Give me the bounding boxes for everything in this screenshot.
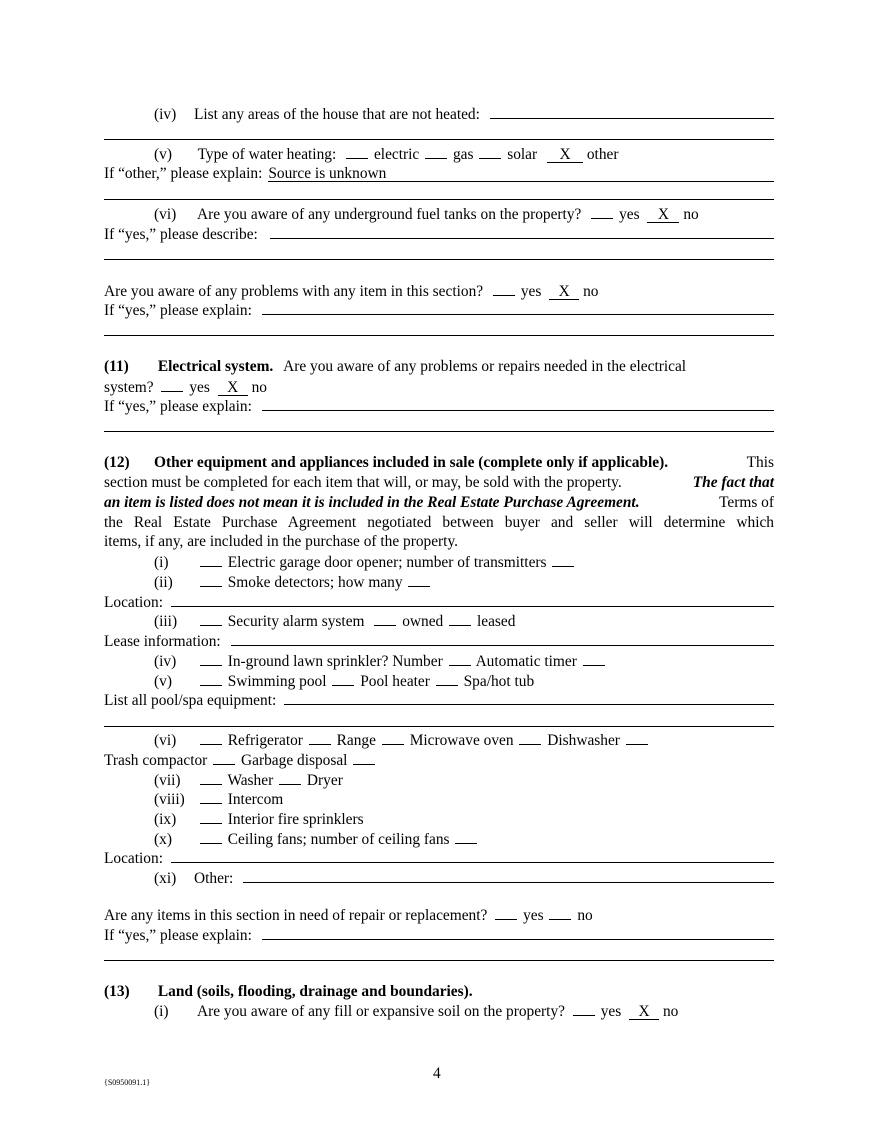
option-label: gas — [452, 146, 474, 163]
other-explain-field[interactable] — [268, 166, 774, 182]
land-heading-line — [104, 982, 774, 1002]
paragraph-line — [104, 513, 774, 533]
item-number: (vi) — [154, 206, 177, 223]
yes-label: yes — [600, 1003, 622, 1020]
leased-label: leased — [476, 613, 516, 630]
explain-label: If “yes,” please explain: — [104, 398, 252, 415]
range-checkbox[interactable] — [309, 730, 331, 745]
no-label: no — [662, 1003, 679, 1020]
explain-field[interactable] — [262, 396, 774, 411]
location-line — [104, 592, 774, 613]
paragraph-line — [104, 473, 774, 493]
security-alarm-checkbox[interactable] — [200, 611, 222, 626]
location-field[interactable] — [171, 592, 774, 607]
electric-checkbox[interactable] — [346, 144, 368, 159]
answer-line[interactable] — [104, 726, 774, 727]
paragraph-line — [104, 493, 774, 513]
item-number: (iii) — [154, 613, 178, 630]
fuel-describe-line — [104, 224, 774, 245]
answer-line[interactable] — [104, 199, 774, 200]
repair-question: Are any items in this section in need of repair or replacement? — [104, 907, 488, 924]
item-number: (vii) — [154, 772, 181, 789]
pool-equipment-field[interactable] — [284, 690, 774, 705]
item-number: (viii) — [154, 791, 185, 808]
problems-explain-line — [104, 300, 774, 321]
document-code: {S0950091.1} — [104, 1078, 151, 1087]
appliances-cont-line — [104, 750, 774, 771]
option-label: solar — [507, 146, 538, 163]
security-alarm-line — [154, 611, 824, 632]
pool-equipment-label: List all pool/spa equipment: — [104, 692, 277, 709]
answer-line[interactable] — [104, 259, 774, 260]
item-number: (iv) — [154, 106, 177, 123]
smoke-detectors-checkbox[interactable] — [200, 572, 222, 587]
electrical-explain-line — [104, 396, 774, 417]
answer-line[interactable] — [104, 139, 774, 140]
no-checkbox[interactable] — [549, 905, 571, 920]
solar-checkbox[interactable] — [479, 144, 501, 159]
item-number: (vi) — [154, 732, 177, 749]
paragraph-text: Terms of — [719, 494, 774, 511]
pool-equipment-line — [104, 690, 774, 711]
lawn-sprinkler-checkbox[interactable] — [200, 651, 222, 666]
automatic-timer-label: Automatic timer — [475, 653, 577, 670]
ceiling-fans-line — [154, 829, 824, 850]
section-heading: Electrical system. — [157, 358, 274, 375]
item-number: (x) — [154, 831, 172, 848]
lawn-sprinkler-label: In-ground lawn sprinkler? Number — [227, 653, 443, 670]
location-label: Location: — [104, 594, 163, 611]
section-problems-line — [104, 281, 774, 302]
repair-question-line — [104, 905, 774, 926]
yes-checkbox[interactable] — [495, 905, 517, 920]
item-number: (v) — [154, 673, 172, 690]
yes-checkbox[interactable] — [161, 377, 183, 392]
page-number: 4 — [433, 1065, 441, 1082]
fire-sprinklers-label: Interior fire sprinklers — [227, 811, 364, 828]
paragraph-text: the Real Estate Purchase Agreement negotiated between buyer and seller will determine which — [104, 514, 774, 531]
section-heading: Land (soils, flooding, drainage and boundaries). — [157, 983, 473, 1000]
dryer-label: Dryer — [306, 772, 343, 789]
paragraph-emphasis: an item is listed does not mean it is included in the Real Estate Purchase Agreement. — [104, 494, 640, 511]
spa-label: Spa/hot tub — [463, 673, 535, 690]
gas-checkbox[interactable] — [425, 144, 447, 159]
trash-compactor-checkbox[interactable] — [213, 750, 235, 765]
ceiling-fans-label: Ceiling fans; number of ceiling fans — [227, 831, 450, 848]
no-label: no — [583, 283, 599, 300]
garage-door-checkbox[interactable] — [200, 552, 222, 567]
yes-label: yes — [619, 206, 640, 223]
refrigerator-label: Refrigerator — [227, 732, 303, 749]
electrical-question-cont-text: system? — [104, 379, 154, 396]
describe-label: If “yes,” please describe: — [104, 226, 258, 243]
water-heating-line — [154, 144, 824, 165]
answer-line[interactable] — [104, 431, 774, 432]
fill-soil-question: Are you aware of any fill or expansive soil on the property? — [197, 1003, 565, 1020]
no-checkbox[interactable]: X — [647, 207, 679, 223]
other-items-label: Other: — [194, 870, 234, 887]
repair-explain-line — [104, 925, 774, 946]
intercom-line — [154, 789, 824, 810]
explain-label: If “yes,” please explain: — [104, 302, 252, 319]
lease-info-field[interactable] — [231, 631, 774, 646]
explain-field[interactable] — [262, 300, 774, 315]
pool-heater-label: Pool heater — [360, 673, 430, 690]
other-explain-line — [104, 164, 774, 184]
smoke-detectors-line — [154, 572, 824, 593]
pool-heater-checkbox[interactable] — [332, 671, 354, 686]
owned-label: owned — [402, 613, 444, 630]
item-number: (xi) — [154, 870, 177, 887]
paragraph-emphasis: The fact that — [692, 474, 774, 491]
other-items-field[interactable] — [243, 868, 774, 883]
intercom-checkbox[interactable] — [200, 789, 222, 804]
electrical-heading-line — [104, 357, 774, 377]
garbage-disposal-label: Garbage disposal — [241, 752, 348, 769]
explain-label: If “yes,” please explain: — [104, 927, 252, 944]
smoke-count-field[interactable] — [408, 572, 430, 587]
dishwasher-checkbox-pre[interactable] — [519, 730, 541, 745]
garbage-disposal-checkbox[interactable] — [353, 750, 375, 765]
areas-not-heated-line — [154, 104, 774, 125]
electrical-question: Are you aware of any problems or repairs needed in the electrical — [283, 358, 687, 375]
yes-label: yes — [189, 379, 210, 396]
washer-checkbox[interactable] — [200, 770, 222, 785]
water-heating-label: Type of water heating: — [197, 146, 337, 163]
garage-door-line — [154, 552, 824, 573]
spa-checkbox[interactable] — [436, 671, 458, 686]
owned-checkbox[interactable] — [374, 611, 396, 626]
swimming-pool-checkbox[interactable] — [200, 671, 222, 686]
explain-field[interactable] — [262, 925, 774, 940]
yes-checkbox[interactable] — [573, 1001, 595, 1016]
fire-sprinklers-checkbox[interactable] — [200, 809, 222, 824]
swimming-pool-label: Swimming pool — [227, 673, 327, 690]
ceiling-fans-checkbox[interactable] — [200, 829, 222, 844]
pool-line — [154, 671, 824, 692]
washer-line — [154, 770, 824, 791]
paragraph-text: section must be completed for each item that will, or may, be sold with the property. — [104, 474, 622, 491]
no-label: no — [577, 907, 593, 924]
dishwasher-checkbox[interactable] — [626, 730, 648, 745]
option-label: other — [586, 146, 619, 163]
problems-question: Are you aware of any problems with any item in this section? — [104, 283, 484, 300]
lawn-sprinkler-line — [154, 651, 824, 672]
other-items-line — [154, 868, 774, 889]
lease-info-line — [104, 631, 774, 652]
electrical-question-cont — [104, 377, 774, 398]
smoke-detectors-label: Smoke detectors; how many — [227, 574, 403, 591]
fuel-tanks-question: Are you aware of any underground fuel tanks on the property? — [197, 206, 582, 223]
microwave-label: Microwave oven — [409, 732, 514, 749]
location-label: Location: — [104, 850, 163, 867]
no-checkbox[interactable]: X — [629, 1004, 659, 1020]
trash-compactor-label: Trash compactor — [104, 752, 208, 769]
yes-checkbox[interactable] — [591, 204, 613, 219]
no-label: no — [683, 206, 699, 223]
no-checkbox[interactable]: X — [218, 380, 248, 396]
item-number: (i) — [154, 554, 169, 571]
answer-line[interactable] — [104, 960, 774, 961]
dryer-checkbox[interactable] — [279, 770, 301, 785]
explain-value: Source is unknown — [268, 165, 387, 182]
item-number: (ii) — [154, 574, 173, 591]
item-number: (iv) — [154, 653, 177, 670]
location-field[interactable] — [171, 848, 774, 863]
option-label: electric — [373, 146, 420, 163]
answer-line[interactable] — [104, 335, 774, 336]
fire-sprinklers-line — [154, 809, 824, 830]
item-number: (ix) — [154, 811, 177, 828]
section-number: (13) — [104, 983, 130, 1000]
transmitters-count-field[interactable] — [552, 552, 574, 567]
garage-door-label: Electric garage door opener; number of transmitters — [227, 554, 547, 571]
sprinkler-number-field[interactable] — [449, 651, 471, 666]
no-checkbox[interactable]: X — [549, 284, 579, 300]
appliances-line — [154, 730, 824, 751]
paragraph-text: This — [746, 454, 774, 471]
refrigerator-checkbox[interactable] — [200, 730, 222, 745]
location2-line — [104, 848, 774, 869]
yes-label: yes — [523, 907, 544, 924]
range-label: Range — [336, 732, 376, 749]
microwave-checkbox[interactable] — [382, 730, 404, 745]
yes-checkbox[interactable] — [493, 281, 515, 296]
section-number: (11) — [104, 358, 129, 375]
areas-not-heated-field[interactable] — [490, 104, 774, 119]
ceiling-fans-count-field[interactable] — [455, 829, 477, 844]
equipment-heading-line — [104, 453, 774, 473]
section-number: (12) — [104, 454, 130, 471]
other-checkbox[interactable]: X — [547, 147, 583, 163]
no-label: no — [251, 379, 267, 396]
lease-info-label: Lease information: — [104, 633, 221, 650]
item-number: (i) — [154, 1003, 169, 1020]
yes-label: yes — [520, 283, 542, 300]
areas-not-heated-label: List any areas of the house that are not heated: — [194, 106, 480, 123]
automatic-timer-checkbox[interactable] — [583, 651, 605, 666]
paragraph-text: items, if any, are included in the purchase of the property. — [104, 533, 458, 550]
explain-label: If “other,” please explain: — [104, 165, 263, 182]
washer-label: Washer — [227, 772, 274, 789]
dishwasher-label: Dishwasher — [547, 732, 620, 749]
item-number: (v) — [154, 146, 172, 163]
fuel-tanks-line — [154, 204, 824, 225]
intercom-label: Intercom — [227, 791, 284, 808]
fill-soil-line — [154, 1001, 824, 1022]
leased-checkbox[interactable] — [449, 611, 471, 626]
security-alarm-label: Security alarm system — [227, 613, 365, 630]
paragraph-line — [104, 532, 774, 552]
describe-field[interactable] — [270, 224, 774, 239]
section-heading: Other equipment and appliances included in sale (complete only if applicable). — [154, 454, 669, 471]
